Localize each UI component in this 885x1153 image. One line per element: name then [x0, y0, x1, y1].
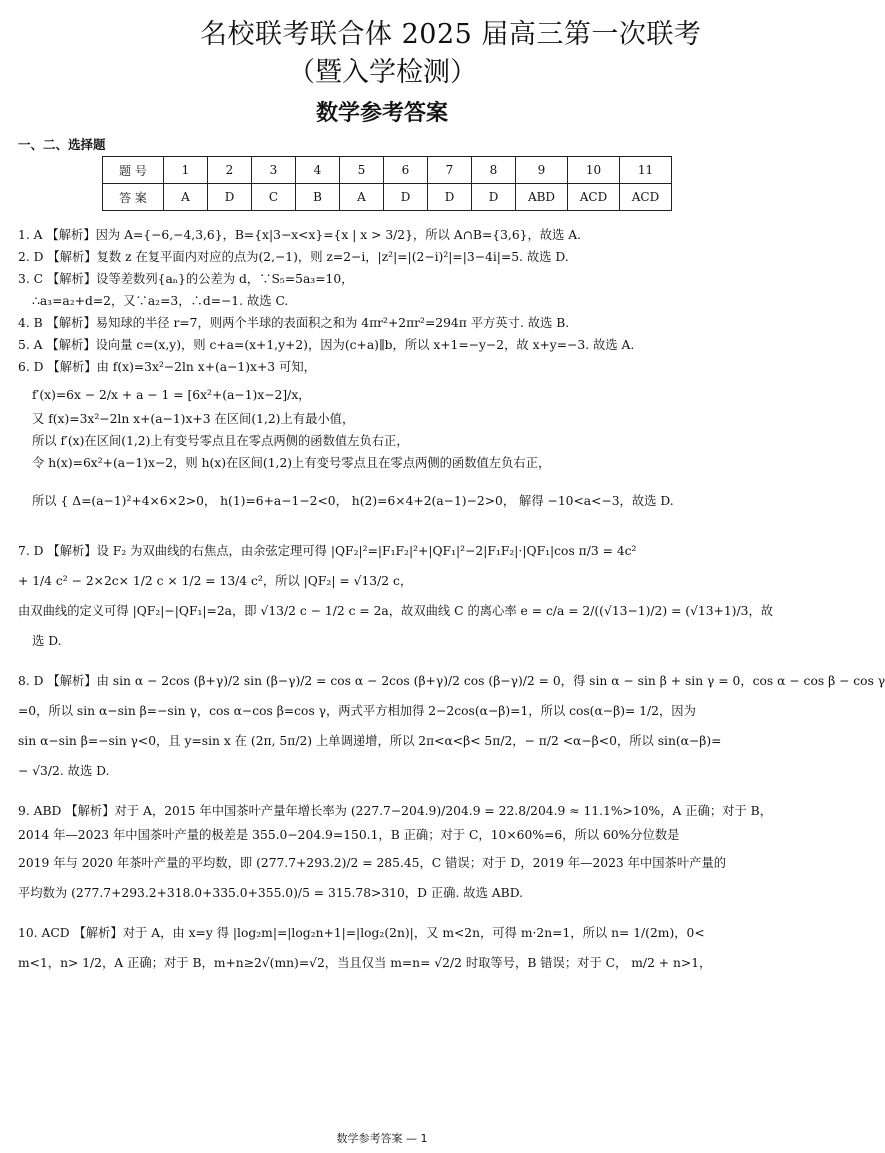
question-number: 4 — [296, 157, 340, 184]
exam-subtitle: （暨入学检测） — [288, 57, 477, 88]
answer-cell: B — [296, 184, 340, 211]
question-number: 7 — [428, 157, 472, 184]
solution-line: 8. D 【解析】由 sin α − 2cos (β+γ)/2 sin (β−γ)/2 = cos α − 2cos (β+γ)/2 cos (β−γ)/2 = 0，得 sin α − sin β + sin γ = 0，cos α − cos β − cos γ — [18, 674, 885, 688]
solution-line: 选 D. — [32, 634, 62, 648]
answer-cell: A — [164, 184, 208, 211]
solution-line: 10. ACD 【解析】对于 A，由 x=y 得 |log₂m|=|log₂n+1|=|log₂(2n)|，又 m<2n，可得 m·2n=1，所以 n= 1/(2m)，0< — [18, 926, 705, 940]
answer-cell: ACD — [568, 184, 620, 211]
answer-cell: C — [252, 184, 296, 211]
question-number: 8 — [472, 157, 516, 184]
solution-line: 所以 f′(x)在区间(1,2)上有变号零点且在零点两侧的函数值左负右正， — [32, 434, 409, 448]
answer-cell: D — [384, 184, 428, 211]
solution-line: 4. B 【解析】易知球的半径 r=7，则两个半球的表面积之和为 4πr²+2πr²=294π 平方英寸. 故选 B. — [18, 316, 570, 330]
question-number: 11 — [620, 157, 672, 184]
answer-cell: D — [472, 184, 516, 211]
solution-line: 6. D 【解析】由 f(x)=3x²−2ln x+(a−1)x+3 可知， — [18, 360, 316, 374]
solution-line: 9. ABD 【解析】对于 A，2015 年中国茶叶产量年增长率为 (227.7−204.9)/204.9 = 22.8/204.9 ≈ 11.1%>10%，A 正确；对于 B， — [18, 804, 773, 818]
question-number: 6 — [384, 157, 428, 184]
answer-cell: D — [428, 184, 472, 211]
row-label: 答 案 — [103, 184, 164, 211]
solution-line: 令 h(x)=6x²+(a−1)x−2，则 h(x)在区间(1,2)上有变号零点且在零点两侧的函数值左负右正， — [32, 456, 551, 470]
question-number: 5 — [340, 157, 384, 184]
question-number: 10 — [568, 157, 620, 184]
exam-title: 名校联考联合体 2025 届高三第一次联考 — [200, 19, 702, 50]
solution-line: − √3/2. 故选 D. — [18, 764, 110, 778]
solution-line: f′(x)=6x − 2/x + a − 1 = [6x²+(a−1)x−2]/x， — [32, 388, 311, 402]
question-number: 1 — [164, 157, 208, 184]
document-title: 数学参考答案 — [315, 101, 448, 126]
page-footer: 数学参考答案 — 1 — [336, 1132, 428, 1145]
row-label: 题 号 — [103, 157, 164, 184]
section-label: 一、二、选择题 — [18, 137, 106, 152]
solution-line: 2019 年与 2020 年茶叶产量的平均数，即 (277.7+293.2)/2 = 285.45，C 错误；对于 D，2019 年—2023 年中国茶叶产量的 — [18, 856, 727, 870]
solution-line: 1. A 【解析】因为 A={−6,−4,3,6}，B={x|3−x<x}={x | x > 3/2}，所以 A∩B={3,6}，故选 A. — [18, 228, 582, 242]
answer-cell: ABD — [516, 184, 568, 211]
solution-line: + 1/4 c² − 2×2c× 1/2 c × 1/2 = 13/4 c²，所以 |QF₂| = √13/2 c， — [18, 574, 413, 588]
solution-line: 7. D 【解析】设 F₂ 为双曲线的右焦点，由余弦定理可得 |QF₂|²=|F₁F₂|²+|QF₁|²−2|F₁F₂|·|QF₁|cos π/3 = 4c² — [18, 544, 637, 558]
answer-cell: ACD — [620, 184, 672, 211]
solutions-body — [18, 226, 885, 978]
answer-table — [102, 156, 672, 211]
solution-line: 2014 年—2023 年中国茶叶产量的极差是 355.0−204.9=150.1，B 正确；对于 C，10×60%=6，所以 60%分位数是 — [18, 828, 680, 842]
solution-line: ∴a₃=a₂+d=2，又∵a₂=3，∴d=−1. 故选 C. — [32, 294, 289, 308]
solution-line: 由双曲线的定义可得 |QF₂|−|QF₁|=2a，即 √13/2 c − 1/2 c = 2a，故双曲线 C 的离心率 e = c/a = 2/((√13−1)/2) = (√13+1)/3，故 — [18, 604, 774, 618]
question-number: 3 — [252, 157, 296, 184]
table-row-answers — [103, 184, 672, 211]
solution-line: sin α−sin β=−sin γ<0，且 y=sin x 在 (2π, 5π/2) 上单调递增，所以 2π<α<β< 5π/2，− π/2 <α−β<0，所以 sin(α−β)= — [18, 734, 722, 748]
solution-line: 5. A 【解析】设向量 c=(x,y)，则 c+a=(x+1,y+2)，因为(c+a)∥b，所以 x+1=−y−2，故 x+y=−3. 故选 A. — [18, 338, 635, 352]
question-number: 9 — [516, 157, 568, 184]
solution-line: =0，所以 sin α−sin β=−sin γ，cos α−cos β=cos γ，两式平方相加得 2−2cos(α−β)=1，所以 cos(α−β)= 1/2，因为 — [18, 704, 696, 718]
solution-line: 3. C 【解析】设等差数列{aₙ}的公差为 d，∵S₅=5a₃=10， — [18, 272, 354, 286]
solution-line: 平均数为 (277.7+293.2+318.0+335.0+355.0)/5 = 315.78>310，D 正确. 故选 ABD. — [18, 886, 524, 900]
table-row-numbers — [103, 157, 672, 184]
solution-line: 又 f(x)=3x²−2ln x+(a−1)x+3 在区间(1,2)上有最小值， — [32, 412, 355, 426]
solution-line: m<1，n> 1/2，A 正确；对于 B，m+n≥2√(mn)=√2，当且仅当 m=n= √2/2 时取等号，B 错误；对于 C， m/2 + n>1， — [18, 956, 712, 970]
solution-line: 2. D 【解析】复数 z 在复平面内对应的点为(2,−1)，则 z=2−i，|z²|=|(2−i)²|=|3−4i|=5. 故选 D. — [18, 250, 569, 264]
answer-cell: A — [340, 184, 384, 211]
question-number: 2 — [208, 157, 252, 184]
solution-line: 所以 { Δ=(a−1)²+4×6×2>0， h(1)=6+a−1−2<0， h(2)=6×4+2(a−1)−2>0， 解得 −10<a<−3，故选 D. — [32, 494, 674, 508]
answer-cell: D — [208, 184, 252, 211]
